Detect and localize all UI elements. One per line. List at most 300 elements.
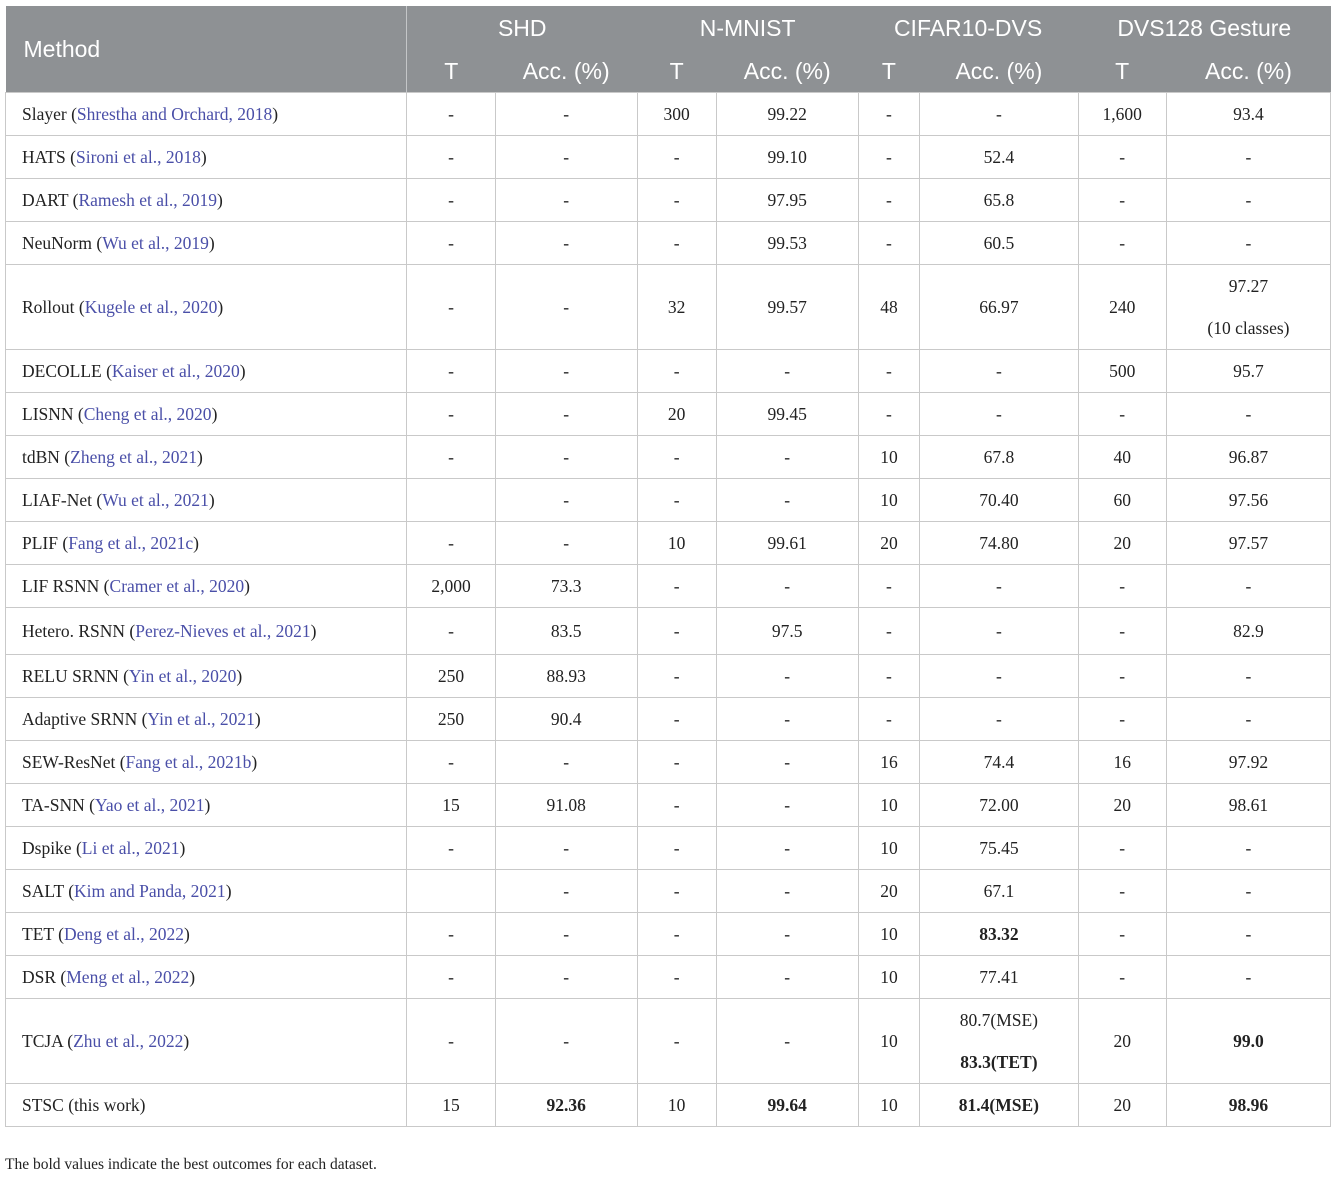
t-cell: -	[858, 565, 920, 608]
acc-cell: 60.5	[920, 222, 1078, 265]
table-row	[6, 999, 1331, 1084]
method-name: DSR (	[22, 967, 67, 987]
t-cell: 16	[1078, 741, 1166, 784]
acc-cell: -	[495, 479, 637, 522]
acc-cell	[1166, 265, 1330, 350]
t-cell: -	[407, 522, 495, 565]
citation-link[interactable]: Yao et al., 2021	[94, 795, 205, 815]
method-cell	[6, 956, 407, 999]
method-cell	[6, 999, 407, 1084]
citation-link[interactable]: Yin et al., 2020	[128, 666, 237, 686]
t-cell: -	[858, 222, 920, 265]
acc-cell: 74.80	[920, 522, 1078, 565]
acc-cell: 99.10	[716, 136, 858, 179]
t-cell: -	[407, 393, 495, 436]
acc-cell: 97.57	[1166, 522, 1330, 565]
t-cell: -	[858, 393, 920, 436]
t-cell	[407, 870, 495, 913]
citation-link[interactable]: Wu et al., 2021	[102, 490, 209, 510]
t-cell: -	[407, 179, 495, 222]
acc-cell: 97.5	[716, 608, 858, 655]
t-cell: 10	[858, 827, 920, 870]
acc-cell: 75.45	[920, 827, 1078, 870]
method-name: TCJA (	[22, 1031, 74, 1051]
table-row	[6, 698, 1331, 741]
citation-close: )	[251, 752, 258, 772]
t-cell: -	[858, 179, 920, 222]
method-cell	[6, 827, 407, 870]
citation-close: )	[189, 967, 196, 987]
t-cell: -	[407, 741, 495, 784]
acc-cell: -	[495, 522, 637, 565]
acc-header: Acc. (%)	[495, 50, 637, 93]
citation-close: )	[200, 147, 207, 167]
citation-close: )	[183, 1031, 190, 1051]
method-name: Adaptive SRNN (	[22, 709, 148, 729]
dataset-header-cifar10dvs: CIFAR10-DVS	[858, 6, 1078, 50]
acc-cell: -	[495, 222, 637, 265]
t-cell: -	[407, 136, 495, 179]
citation-close: )	[217, 190, 223, 210]
citation-close: )	[244, 576, 250, 596]
t-cell: 60	[1078, 479, 1166, 522]
t-cell	[407, 479, 495, 522]
dataset-header-nmnist: N-MNIST	[637, 6, 858, 50]
acc-cell: -	[920, 655, 1078, 698]
acc-cell: -	[1166, 870, 1330, 913]
citation-link[interactable]: Ramesh et al., 2019	[78, 190, 217, 210]
t-cell: -	[407, 265, 495, 350]
acc-cell: 65.8	[920, 179, 1078, 222]
t-cell: -	[637, 136, 716, 179]
t-cell: 1,600	[1078, 93, 1166, 136]
acc-cell: -	[1166, 222, 1330, 265]
citation-link[interactable]: Zhu et al., 2022	[73, 1031, 184, 1051]
table-row	[6, 1084, 1331, 1127]
t-cell: 20	[1078, 1084, 1166, 1127]
citation-link[interactable]: Cheng et al., 2020	[83, 404, 212, 424]
method-cell	[6, 179, 407, 222]
acc-cell: 93.4	[1166, 93, 1330, 136]
method-cell	[6, 222, 407, 265]
method-cell	[6, 136, 407, 179]
t-cell: -	[1078, 179, 1166, 222]
acc-cell: -	[1166, 827, 1330, 870]
acc-value: 80.7(MSE)	[959, 1010, 1039, 1030]
t-cell: -	[637, 698, 716, 741]
t-cell: -	[1078, 608, 1166, 655]
t-cell: -	[407, 827, 495, 870]
citation-close: )	[204, 795, 211, 815]
acc-cell: -	[920, 698, 1078, 741]
acc-cell: 99.0	[1166, 999, 1330, 1084]
t-cell: 10	[637, 522, 716, 565]
t-cell: 48	[858, 265, 920, 350]
method-name: RELU SRNN (	[22, 666, 129, 686]
citation-close: )	[217, 297, 224, 317]
t-cell: 20	[858, 522, 920, 565]
citation-close: )	[208, 490, 215, 510]
t-cell: 250	[407, 655, 495, 698]
t-cell: -	[637, 350, 716, 393]
method-name: NeuNorm (	[22, 233, 103, 253]
dataset-header-shd: SHD	[407, 6, 637, 50]
t-cell: 10	[858, 956, 920, 999]
acc-cell: -	[495, 827, 637, 870]
acc-cell: 97.56	[1166, 479, 1330, 522]
acc-cell: 67.8	[920, 436, 1078, 479]
citation-close: )	[184, 924, 190, 944]
citation-link[interactable]: Fang et al., 2021b	[125, 752, 252, 772]
t-cell: -	[407, 913, 495, 956]
citation-close: )	[208, 233, 215, 253]
t-cell: -	[1078, 827, 1166, 870]
t-cell: -	[1078, 913, 1166, 956]
acc-cell: -	[716, 913, 858, 956]
citation-link[interactable]: Li et al., 2021	[81, 838, 180, 858]
acc-cell: -	[495, 436, 637, 479]
t-cell: -	[407, 350, 495, 393]
method-name: LIAF-Net (	[22, 490, 103, 510]
acc-cell: -	[716, 870, 858, 913]
t-cell: 16	[858, 741, 920, 784]
t-cell: -	[637, 179, 716, 222]
method-name: TA-SNN (	[22, 795, 95, 815]
method-name: Rollout (	[22, 297, 85, 317]
method-name: LIF RSNN (	[22, 576, 110, 596]
t-cell: 10	[858, 913, 920, 956]
acc-cell: -	[495, 179, 637, 222]
method-name: Dspike (	[22, 838, 82, 858]
acc-cell: -	[716, 436, 858, 479]
acc-cell: -	[716, 784, 858, 827]
t-cell: -	[1078, 655, 1166, 698]
results-table	[5, 6, 1331, 1127]
acc-value: 97.27	[1228, 276, 1269, 296]
acc-cell: 77.41	[920, 956, 1078, 999]
t-cell: -	[1078, 698, 1166, 741]
citation-close: )	[239, 361, 246, 381]
method-name: DART (	[22, 190, 79, 210]
acc-cell: -	[495, 136, 637, 179]
table-row	[6, 136, 1331, 179]
acc-cell: -	[495, 956, 637, 999]
acc-note: (10 classes)	[1207, 318, 1290, 338]
t-header: T	[637, 50, 716, 93]
acc-cell: 88.93	[495, 655, 637, 698]
table-row	[6, 436, 1331, 479]
acc-cell: 99.22	[716, 93, 858, 136]
t-cell: -	[637, 608, 716, 655]
method-cell	[6, 522, 407, 565]
acc-cell: 97.92	[1166, 741, 1330, 784]
table-row	[6, 479, 1331, 522]
method-cell	[6, 265, 407, 350]
acc-cell: 96.87	[1166, 436, 1330, 479]
table-row	[6, 565, 1331, 608]
method-name: tdBN (	[22, 447, 71, 467]
t-cell: -	[1078, 222, 1166, 265]
table-row	[6, 956, 1331, 999]
acc-cell: -	[716, 655, 858, 698]
method-cell	[6, 870, 407, 913]
t-cell: -	[637, 222, 716, 265]
t-cell: -	[637, 956, 716, 999]
acc-cell: -	[1166, 136, 1330, 179]
t-cell: 10	[858, 999, 920, 1084]
method-cell	[6, 350, 407, 393]
t-cell: -	[858, 350, 920, 393]
citation-link[interactable]: Sironi et al., 2018	[75, 147, 201, 167]
acc-cell: -	[495, 350, 637, 393]
t-cell: -	[637, 870, 716, 913]
t-cell: 40	[1078, 436, 1166, 479]
acc-cell: 99.64	[716, 1084, 858, 1127]
table-row	[6, 393, 1331, 436]
acc-cell: -	[1166, 698, 1330, 741]
t-cell: -	[637, 479, 716, 522]
t-cell: -	[407, 956, 495, 999]
method-cell	[6, 93, 407, 136]
t-cell: 15	[407, 1084, 495, 1127]
method-cell	[6, 393, 407, 436]
acc-cell: -	[495, 870, 637, 913]
citation-link[interactable]: Wu et al., 2019	[102, 233, 209, 253]
acc-cell: -	[495, 999, 637, 1084]
acc-cell: -	[495, 265, 637, 350]
method-name: PLIF (	[22, 533, 69, 553]
t-cell: 240	[1078, 265, 1166, 350]
acc-cell: -	[716, 479, 858, 522]
citation-link[interactable]: Kugele et al., 2020	[84, 297, 218, 317]
t-cell: -	[407, 222, 495, 265]
acc-cell: 82.9	[1166, 608, 1330, 655]
method-cell	[6, 913, 407, 956]
acc-cell: -	[1166, 393, 1330, 436]
acc-cell: 83.5	[495, 608, 637, 655]
table-row	[6, 827, 1331, 870]
citation-link[interactable]: Kaiser et al., 2020	[111, 361, 240, 381]
method-name: DECOLLE (	[22, 361, 112, 381]
acc-cell: 73.3	[495, 565, 637, 608]
t-cell: 10	[637, 1084, 716, 1127]
acc-cell: 90.4	[495, 698, 637, 741]
table-row	[6, 265, 1331, 350]
acc-cell: -	[1166, 956, 1330, 999]
t-cell: -	[637, 655, 716, 698]
method-cell	[6, 655, 407, 698]
acc-cell: 74.4	[920, 741, 1078, 784]
acc-cell	[920, 999, 1078, 1084]
t-cell: -	[1078, 393, 1166, 436]
acc-cell: 83.32	[920, 913, 1078, 956]
t-cell: 500	[1078, 350, 1166, 393]
t-header: T	[858, 50, 920, 93]
dataset-header-dvs128: DVS128 Gesture	[1078, 6, 1331, 50]
t-cell: 10	[858, 436, 920, 479]
method-name: STSC (this work)	[22, 1095, 146, 1115]
t-cell: -	[1078, 565, 1166, 608]
t-header: T	[1078, 50, 1166, 93]
table-row	[6, 608, 1331, 655]
acc-cell: 95.7	[1166, 350, 1330, 393]
t-cell: 32	[637, 265, 716, 350]
table-row	[6, 913, 1331, 956]
method-name: SEW-ResNet (	[22, 752, 126, 772]
t-cell: 250	[407, 698, 495, 741]
citation-link[interactable]: Zheng et al., 2021	[70, 447, 197, 467]
acc-cell: -	[716, 827, 858, 870]
t-cell: 20	[1078, 784, 1166, 827]
acc-cell: -	[920, 350, 1078, 393]
table-footnote: The bold values indicate the best outcomes for each dataset.	[5, 1156, 377, 1173]
acc-cell: 91.08	[495, 784, 637, 827]
acc-cell: -	[920, 393, 1078, 436]
method-name: HATS (	[22, 147, 76, 167]
acc-cell: -	[495, 913, 637, 956]
acc-cell: 72.00	[920, 784, 1078, 827]
acc-cell: -	[716, 565, 858, 608]
method-cell	[6, 436, 407, 479]
citation-link[interactable]: Cramer et al., 2020	[109, 576, 245, 596]
method-name: TET (	[22, 924, 64, 944]
t-cell: 20	[1078, 999, 1166, 1084]
t-cell: 20	[637, 393, 716, 436]
t-cell: -	[407, 93, 495, 136]
table-row	[6, 522, 1331, 565]
acc-cell: -	[716, 741, 858, 784]
method-name: SALT (	[22, 881, 75, 901]
method-cell	[6, 698, 407, 741]
citation-link[interactable]: Shrestha and Orchard, 2018	[76, 104, 273, 124]
method-cell	[6, 1084, 407, 1127]
citation-close: )	[179, 838, 186, 858]
method-cell	[6, 479, 407, 522]
t-cell: 10	[858, 1084, 920, 1127]
citation-close: )	[254, 709, 261, 729]
t-cell: -	[858, 698, 920, 741]
results-table-container	[5, 6, 1331, 1127]
t-cell: 10	[858, 479, 920, 522]
acc-header: Acc. (%)	[920, 50, 1078, 93]
t-cell: -	[407, 436, 495, 479]
results-table-body	[6, 93, 1331, 1127]
acc-cell: -	[716, 698, 858, 741]
t-cell: -	[637, 436, 716, 479]
acc-cell: -	[495, 393, 637, 436]
t-cell: -	[1078, 870, 1166, 913]
acc-cell: 99.45	[716, 393, 858, 436]
acc-cell: 99.61	[716, 522, 858, 565]
table-row	[6, 784, 1331, 827]
t-cell: -	[1078, 956, 1166, 999]
acc-cell: -	[495, 741, 637, 784]
citation-close: )	[225, 881, 232, 901]
method-cell	[6, 608, 407, 655]
t-header: T	[407, 50, 495, 93]
citation-link[interactable]: Meng et al., 2022	[66, 967, 190, 987]
acc-value-alt: 83.3(TET)	[960, 1052, 1038, 1072]
acc-cell: 67.1	[920, 870, 1078, 913]
t-cell: -	[858, 655, 920, 698]
acc-cell: -	[1166, 179, 1330, 222]
citation-link[interactable]: Kim and Panda, 2021	[74, 881, 226, 901]
t-cell: -	[637, 741, 716, 784]
t-cell: 20	[1078, 522, 1166, 565]
t-cell: 20	[858, 870, 920, 913]
t-cell: 10	[858, 784, 920, 827]
t-cell: -	[407, 999, 495, 1084]
t-cell: -	[637, 784, 716, 827]
t-cell: -	[1078, 136, 1166, 179]
acc-cell: -	[1166, 655, 1330, 698]
acc-header: Acc. (%)	[716, 50, 858, 93]
acc-cell: -	[920, 608, 1078, 655]
table-row	[6, 179, 1331, 222]
t-cell: 15	[407, 784, 495, 827]
t-cell: -	[858, 608, 920, 655]
t-cell: -	[858, 93, 920, 136]
method-name: Slayer (	[22, 104, 77, 124]
table-row	[6, 350, 1331, 393]
t-cell: -	[637, 827, 716, 870]
method-header: Method	[6, 6, 407, 93]
method-name: LISNN (	[22, 404, 84, 424]
citation-link[interactable]: Yin et al., 2021	[147, 709, 255, 729]
method-cell	[6, 741, 407, 784]
acc-cell: 66.97	[920, 265, 1078, 350]
acc-header: Acc. (%)	[1166, 50, 1330, 93]
acc-cell: -	[920, 93, 1078, 136]
citation-close: )	[211, 404, 218, 424]
t-cell: -	[637, 999, 716, 1084]
citation-link[interactable]: Perez-Nieves et al., 2021	[135, 621, 311, 641]
t-cell: -	[407, 608, 495, 655]
citation-link[interactable]: Deng et al., 2022	[63, 924, 185, 944]
method-name: Hetero. RSNN (	[22, 621, 136, 641]
acc-cell: 92.36	[495, 1084, 637, 1127]
t-cell: 2,000	[407, 565, 495, 608]
t-cell: -	[858, 136, 920, 179]
citation-close: )	[236, 666, 243, 686]
citation-close: )	[193, 533, 199, 553]
t-cell: 300	[637, 93, 716, 136]
citation-close: )	[310, 621, 317, 641]
acc-cell: 99.57	[716, 265, 858, 350]
method-cell	[6, 784, 407, 827]
acc-cell: 99.53	[716, 222, 858, 265]
t-cell: -	[637, 565, 716, 608]
citation-close: )	[196, 447, 203, 467]
acc-cell: -	[920, 565, 1078, 608]
table-row	[6, 222, 1331, 265]
table-row	[6, 655, 1331, 698]
acc-cell: -	[716, 999, 858, 1084]
table-row	[6, 93, 1331, 136]
acc-cell: -	[716, 956, 858, 999]
acc-cell: 97.95	[716, 179, 858, 222]
acc-cell: -	[1166, 565, 1330, 608]
acc-cell: -	[716, 350, 858, 393]
table-row	[6, 741, 1331, 784]
citation-link[interactable]: Fang et al., 2021c	[68, 533, 194, 553]
acc-cell: 98.61	[1166, 784, 1330, 827]
table-row	[6, 870, 1331, 913]
acc-cell: 81.4(MSE)	[920, 1084, 1078, 1127]
acc-cell: 98.96	[1166, 1084, 1330, 1127]
acc-cell: 52.4	[920, 136, 1078, 179]
acc-cell: -	[1166, 913, 1330, 956]
